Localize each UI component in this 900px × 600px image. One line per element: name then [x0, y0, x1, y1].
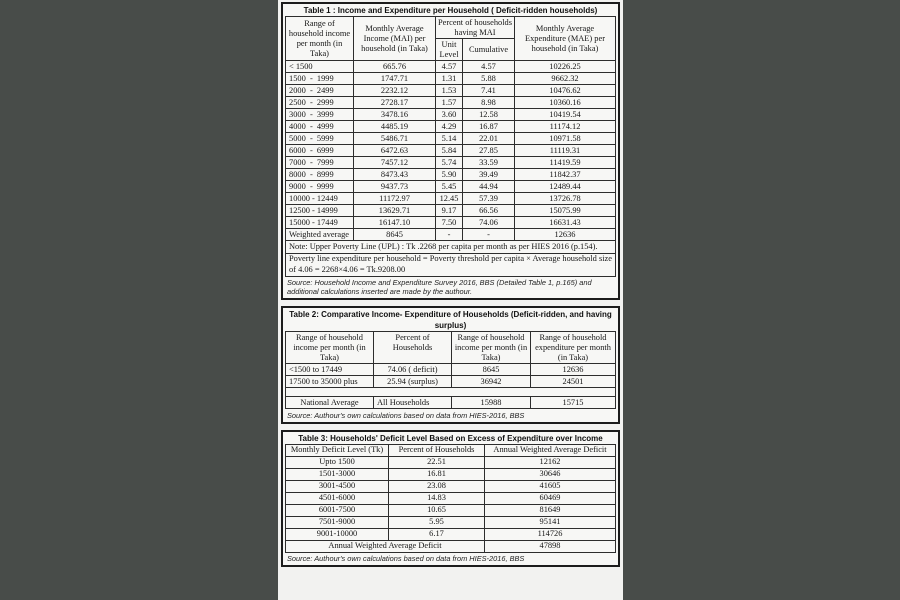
table-cell: -	[463, 229, 515, 241]
table-cell: 2232.12	[354, 85, 436, 97]
table-cell: 10971.58	[515, 133, 616, 145]
table-cell: 1747.71	[354, 73, 436, 85]
table-cell: 1500 - 1999	[286, 73, 354, 85]
table-cell: 30646	[485, 468, 616, 480]
table3-header	[286, 444, 616, 456]
table-cell: 10226.25	[515, 61, 616, 73]
table1-header-cumulative: Cumulative	[463, 39, 515, 61]
table2-header-income: Range of household income per month (in Taka)	[452, 332, 531, 364]
table-cell: 11172.97	[354, 193, 436, 205]
table-cell: 10419.54	[515, 109, 616, 121]
table1-note-row-1	[286, 241, 616, 254]
table-cell: 3478.16	[354, 109, 436, 121]
table-cell: 1.53	[436, 85, 463, 97]
table-cell: 8000 - 8999	[286, 169, 354, 181]
table-row	[286, 145, 616, 157]
table-cell: 22.01	[463, 133, 515, 145]
table-cell: 60469	[485, 492, 616, 504]
table-cell: 36942	[452, 376, 531, 388]
table-cell: 17500 to 35000 plus	[286, 376, 374, 388]
table-cell: 11174.12	[515, 121, 616, 133]
table-cell: 13726.78	[515, 193, 616, 205]
table3-header-percent: Percent of Households	[389, 444, 485, 456]
table-row	[286, 157, 616, 169]
table2-header-income-range: Range of household income per month (in Taka)	[286, 332, 374, 364]
table-cell: 9001-10000	[286, 528, 389, 540]
table1-footer	[286, 229, 616, 277]
table-cell: 6001-7500	[286, 504, 389, 516]
table-cell: 81649	[485, 504, 616, 516]
table-cell: 33.59	[463, 157, 515, 169]
table-cell: 12.58	[463, 109, 515, 121]
table-cell: 1501-3000	[286, 468, 389, 480]
table-cell: -	[436, 229, 463, 241]
table-cell: 10.65	[389, 504, 485, 516]
table-cell: 12500 - 14999	[286, 205, 354, 217]
table-cell: 13629.71	[354, 205, 436, 217]
table-cell: 74.06 ( deficit)	[374, 364, 452, 376]
table-row	[286, 504, 616, 516]
table-cell: 3001-4500	[286, 480, 389, 492]
table-cell: Annual Weighted Average Deficit	[286, 540, 485, 552]
table-cell: 7000 - 7999	[286, 157, 354, 169]
table1-header-percent-group: Percent of households having MAI	[436, 17, 515, 39]
table-cell: 24501	[531, 376, 616, 388]
table-cell: 39.49	[463, 169, 515, 181]
table-cell: 5.45	[436, 181, 463, 193]
table-cell: 9000 - 9999	[286, 181, 354, 193]
table-row	[286, 528, 616, 540]
table-cell: 15075.99	[515, 205, 616, 217]
document-page	[278, 0, 623, 600]
table-cell: < 1500	[286, 61, 354, 73]
table1-source: Source: Household Income and Expenditure Survey 2016, BBS (Detailed Table 1, p.165) and additional calculations inserted are made by the authour.	[287, 278, 592, 296]
table-row	[286, 109, 616, 121]
table-cell: 10000 - 12449	[286, 193, 354, 205]
table-cell: 11119.31	[515, 145, 616, 157]
table-row	[286, 97, 616, 109]
table-cell: 47898	[485, 540, 616, 552]
table-cell: 8473.43	[354, 169, 436, 181]
table-cell: 6000 - 6999	[286, 145, 354, 157]
table3-section	[281, 430, 620, 568]
table-row	[286, 169, 616, 181]
table1-header-income-range: Range of household income per month (in Taka)	[286, 17, 354, 61]
table1-body	[286, 61, 616, 229]
table-cell: 5486.71	[354, 133, 436, 145]
table-cell: 4501-6000	[286, 492, 389, 504]
table-cell: 23.08	[389, 480, 485, 492]
table-cell: 114726	[485, 528, 616, 540]
table-cell: 16.81	[389, 468, 485, 480]
table-row	[286, 516, 616, 528]
table3-header-deficit-level: Monthly Deficit Level (Tk)	[286, 444, 389, 456]
table-row	[286, 480, 616, 492]
table-cell: 57.39	[463, 193, 515, 205]
table-cell: 16147.10	[354, 217, 436, 229]
table-row	[286, 193, 616, 205]
table2-section	[281, 306, 620, 424]
table-row	[286, 61, 616, 73]
table-cell: 9662.32	[515, 73, 616, 85]
table1-header-row-1	[286, 17, 616, 39]
table-cell: 10476.62	[515, 85, 616, 97]
table1-title: Table 1 : Income and Expenditure per Household ( Deficit-ridden households)	[303, 6, 598, 15]
table-cell: Upto 1500	[286, 456, 389, 468]
table-cell: 22.51	[389, 456, 485, 468]
table-row	[286, 468, 616, 480]
table1-header-mae: Monthly Average Expenditure (MAE) per household (in Taka)	[515, 17, 616, 61]
table-cell: 5.88	[463, 73, 515, 85]
table-cell: 12162	[485, 456, 616, 468]
table-row	[286, 205, 616, 217]
table1	[285, 16, 616, 277]
table-cell: 16.87	[463, 121, 515, 133]
table-cell: 5.95	[389, 516, 485, 528]
table-cell: 9437.73	[354, 181, 436, 193]
table-cell: 5.74	[436, 157, 463, 169]
table-cell: 8645	[452, 364, 531, 376]
table-cell: 5.84	[436, 145, 463, 157]
table-cell: 3.60	[436, 109, 463, 121]
table-cell: 8.98	[463, 97, 515, 109]
table-row	[286, 133, 616, 145]
table3-source: Source: Authour's own calculations based on data from HIES-2016, BBS	[287, 554, 525, 563]
table2-header-expenditure: Range of household expenditure per month (in Taka)	[531, 332, 616, 364]
table-cell: 4.29	[436, 121, 463, 133]
table-cell: 4.57	[436, 61, 463, 73]
table-row	[286, 85, 616, 97]
table1-section	[281, 2, 620, 300]
table-row	[286, 217, 616, 229]
table1-header-unit-level: Unit Level	[436, 39, 463, 61]
table1-note-2: Poverty line expenditure per household = Poverty threshold per capita × Average household size of 4.06 = 2268×4.06 = Tk.9208.00	[286, 253, 616, 276]
table3-body	[286, 456, 616, 540]
table-cell: 5.90	[436, 169, 463, 181]
table3-header-annual-deficit: Annual Weighted Average Deficit	[485, 444, 616, 456]
table-cell: 4.57	[463, 61, 515, 73]
table-cell: <1500 to 17449	[286, 364, 374, 376]
table2-header	[286, 332, 616, 364]
table2-surplus-row	[286, 376, 616, 388]
table2-spacer-row	[286, 388, 616, 397]
table-cell: Weighted average	[286, 229, 354, 241]
table-cell: 27.85	[463, 145, 515, 157]
table-row	[286, 73, 616, 85]
table1-header	[286, 17, 616, 61]
table-cell: 4485.19	[354, 121, 436, 133]
table2-header-row	[286, 332, 616, 364]
table-cell: 3000 - 3999	[286, 109, 354, 121]
table-cell: 5.14	[436, 133, 463, 145]
table-cell: 1.57	[436, 97, 463, 109]
table-cell: 2000 - 2499	[286, 85, 354, 97]
table-cell: 2728.17	[354, 97, 436, 109]
table-cell: 5000 - 5999	[286, 133, 354, 145]
table3	[285, 444, 616, 553]
table-row	[286, 181, 616, 193]
table-cell: 95141	[485, 516, 616, 528]
table-cell: 15988	[452, 397, 531, 409]
table-cell	[286, 388, 616, 397]
table-cell: 9.17	[436, 205, 463, 217]
table-row	[286, 456, 616, 468]
table-cell: 7501-9000	[286, 516, 389, 528]
table-cell: 12489.44	[515, 181, 616, 193]
table2-header-percent: Percent of Households	[374, 332, 452, 364]
table1-note-1: Note: Upper Poverty Line (UPL) : Tk .2268 per capita per month as per HIES 2016 (p.154).	[286, 241, 616, 254]
table2-national-average-row	[286, 397, 616, 409]
table2	[285, 331, 616, 409]
table-cell: All Households	[374, 397, 452, 409]
table-cell: 14.83	[389, 492, 485, 504]
table-cell: 2500 - 2999	[286, 97, 354, 109]
table-cell: 25.94 (surplus)	[374, 376, 452, 388]
table-cell: 10360.16	[515, 97, 616, 109]
table-cell: 7457.12	[354, 157, 436, 169]
table-cell: 11419.59	[515, 157, 616, 169]
table-cell: 15000 - 17449	[286, 217, 354, 229]
table-cell: 66.56	[463, 205, 515, 217]
table-cell: 4000 - 4999	[286, 121, 354, 133]
table-row	[286, 121, 616, 133]
table2-deficit-row	[286, 364, 616, 376]
table-cell: 1.31	[436, 73, 463, 85]
table-cell: 15715	[531, 397, 616, 409]
table-cell: 12636	[515, 229, 616, 241]
table1-weighted-average-row	[286, 229, 616, 241]
table-cell: 74.06	[463, 217, 515, 229]
table2-body	[286, 364, 616, 409]
table2-title: Table 2: Comparative Income- Expenditure of Households (Deficit-ridden, and having surplus)	[289, 310, 612, 330]
table-row	[286, 492, 616, 504]
table-cell: 44.94	[463, 181, 515, 193]
table3-footer	[286, 540, 616, 552]
table-cell: National Average	[286, 397, 374, 409]
table1-header-mai: Monthly Average Income (MAI) per household (in Taka)	[354, 17, 436, 61]
table-cell: 7.50	[436, 217, 463, 229]
table-cell: 41605	[485, 480, 616, 492]
table-cell: 7.41	[463, 85, 515, 97]
table1-note-row-2	[286, 253, 616, 276]
table-cell: 8645	[354, 229, 436, 241]
table3-weighted-average-row	[286, 540, 616, 552]
table-cell: 12636	[531, 364, 616, 376]
table-cell: 11842.37	[515, 169, 616, 181]
table3-title: Table 3: Households' Deficit Level Based on Excess of Expenditure over Income	[298, 433, 603, 443]
table-cell: 12.45	[436, 193, 463, 205]
table-cell: 6.17	[389, 528, 485, 540]
table-cell: 6472.63	[354, 145, 436, 157]
table-cell: 665.76	[354, 61, 436, 73]
table3-header-row	[286, 444, 616, 456]
table-cell: 16631.43	[515, 217, 616, 229]
table2-source: Source: Authour's own calculations based on data from HIES-2016, BBS	[287, 410, 525, 420]
